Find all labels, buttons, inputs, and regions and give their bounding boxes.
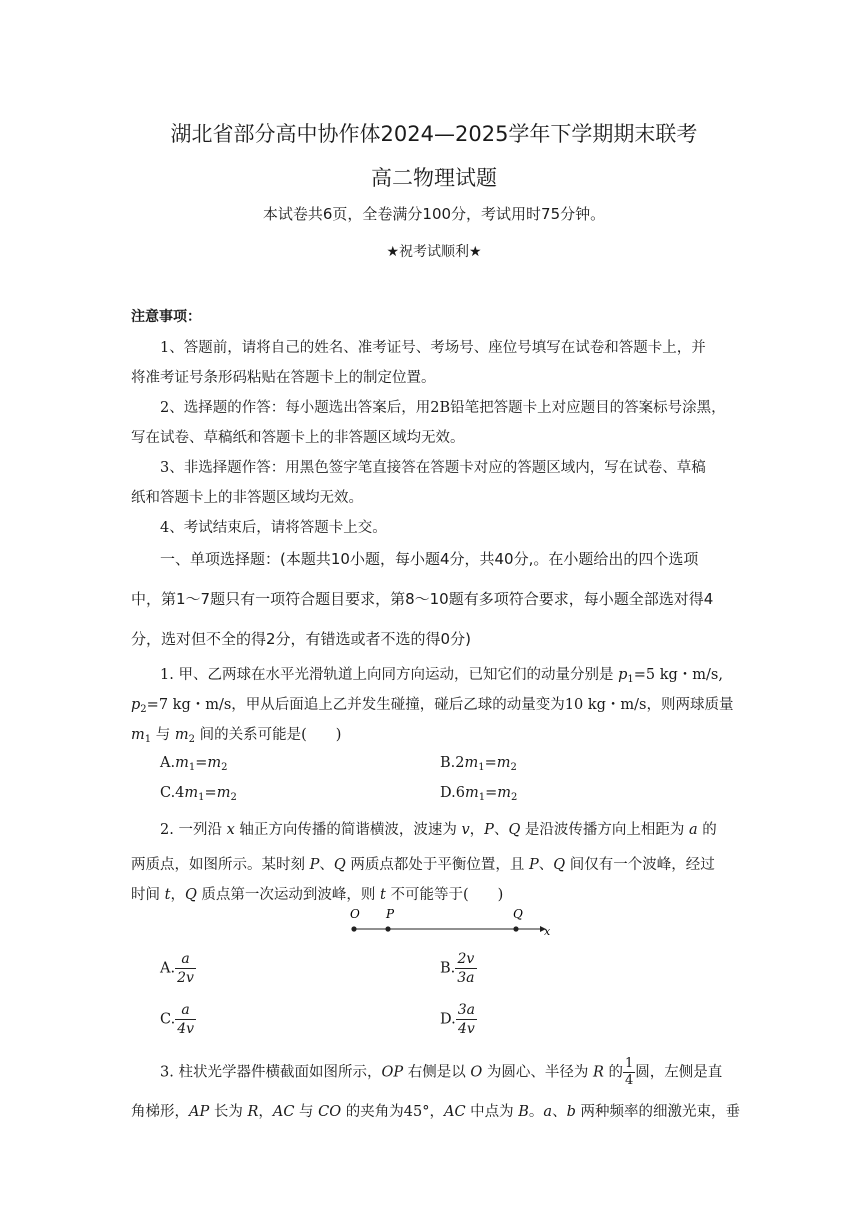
- q3-text: 两种频率的细激光束，垂: [575, 1104, 740, 1120]
- label-x: x: [544, 925, 551, 938]
- symbol-m: m: [131, 727, 145, 743]
- note-1-line-2: 将准考证号条形码粘贴在答题卡上的制定位置。: [131, 370, 436, 386]
- q2-text: 轴正方向传播的简谐横波，波速为: [234, 822, 462, 838]
- equals-sign: =: [484, 755, 497, 771]
- q3-line-2: [131, 1100, 740, 1121]
- note-1-line-1: 1、答题前，请将自己的姓名、准考证号、考场号、座位号填写在试卷和答题卡上，并: [160, 340, 706, 356]
- q1-text: 1. 甲、乙两球在水平光滑轨道上向同方向运动，已知它们的动量分别是: [160, 667, 619, 683]
- q3-text: 的: [603, 1064, 623, 1081]
- symbol-ac: AC: [443, 1104, 466, 1120]
- q3-text: 的夹角为45°，: [341, 1104, 444, 1120]
- label-q: Q: [513, 907, 523, 921]
- q2-option-a[interactable]: [160, 950, 196, 987]
- symbol-a: a: [543, 1104, 553, 1120]
- symbol-p: P: [484, 822, 494, 838]
- q2-option-c[interactable]: [160, 1001, 196, 1038]
- sub-1: 1: [478, 762, 485, 773]
- q3-text: 圆，左侧是直: [635, 1064, 723, 1081]
- denominator: 3a: [457, 970, 475, 986]
- q3-text: 右侧是以: [403, 1064, 471, 1081]
- symbol-p: P: [528, 857, 539, 873]
- option-label: A.: [160, 755, 176, 771]
- q2-text: 两质点都处于平衡位置，且: [345, 857, 529, 873]
- q3-text: 长为: [209, 1104, 248, 1120]
- symbol-a: a: [689, 822, 698, 838]
- symbol-m: m: [464, 785, 479, 801]
- q1-option-d[interactable]: [440, 785, 517, 803]
- q2-option-d[interactable]: [440, 1001, 477, 1038]
- q1-line-3: [131, 723, 341, 745]
- sub-2: 2: [510, 762, 517, 773]
- label-o: O: [350, 907, 360, 921]
- section-1-line-2: 中，第1～7题只有一项符合题目要求，第8～10题有多项符合要求，每小题全部选对得4: [131, 590, 714, 608]
- point-o: [351, 926, 356, 931]
- exam-info: 本试卷共6页，全卷满分100分，考试用时75分钟。: [262, 205, 606, 223]
- option-label: B.: [440, 960, 456, 977]
- q2-text: 质点第一次运动到波峰，则: [196, 887, 381, 903]
- notes-heading: 注意事项：: [131, 309, 201, 325]
- separator: 、: [552, 1104, 567, 1120]
- q1-text: 与: [151, 727, 175, 743]
- q2-line-3: [131, 883, 503, 904]
- exam-subject-title: 高二物理试题: [371, 166, 497, 190]
- symbol-co: CO: [318, 1104, 342, 1120]
- fraction: [456, 1001, 477, 1038]
- denominator: 2v: [177, 970, 194, 986]
- symbol-r: R: [247, 1104, 259, 1120]
- symbol-r: R: [592, 1064, 604, 1081]
- note-2-line-2: 写在试卷、草稿纸和答题卡上的非答题区域均无效。: [131, 430, 465, 446]
- symbol-q: Q: [184, 887, 197, 903]
- q3-text: 中点为: [465, 1104, 519, 1120]
- symbol-q: Q: [508, 822, 521, 838]
- sub-2: 2: [188, 734, 195, 745]
- fraction: [175, 1001, 196, 1038]
- symbol-m: m: [496, 755, 511, 771]
- separator: 、: [538, 857, 554, 873]
- sub-2: 2: [140, 704, 147, 715]
- q2-text: 间仅有一个波峰，经过: [565, 857, 715, 873]
- q2-text: 2. 一列沿: [160, 822, 227, 838]
- symbol-op: OP: [381, 1064, 404, 1081]
- symbol-v: v: [461, 822, 470, 838]
- denominator: 4: [624, 1073, 634, 1088]
- sub-2: 2: [230, 792, 237, 803]
- label-p: P: [386, 907, 395, 921]
- numerator: a: [175, 1001, 196, 1020]
- q2-text: 两质点，如图所示。某时刻: [131, 857, 310, 873]
- option-label: A.: [160, 960, 176, 977]
- q2-option-b[interactable]: [440, 950, 477, 987]
- symbol-m: m: [464, 755, 479, 771]
- sub-2: 2: [510, 792, 518, 803]
- separator: 、: [493, 822, 509, 838]
- denominator: 4v: [177, 1021, 195, 1037]
- q2-text: 时间: [131, 887, 165, 903]
- symbol-b: B: [518, 1104, 529, 1120]
- numerator: a: [175, 950, 196, 969]
- option-label: C.4: [160, 785, 185, 801]
- denominator: 4v: [457, 1021, 475, 1037]
- symbol-o: O: [470, 1064, 483, 1081]
- q1-option-a[interactable]: [160, 755, 228, 773]
- quarter-fraction: [623, 1056, 635, 1089]
- point-p: [385, 926, 390, 931]
- symbol-m: m: [184, 785, 199, 801]
- section-1-line-3: 分，选对但不全的得2分，有错选或者不选的得0分): [131, 630, 471, 648]
- symbol-x: x: [226, 822, 235, 838]
- symbol-b: b: [566, 1104, 576, 1120]
- q1-line-1: [160, 663, 723, 685]
- q2-line-2: [131, 853, 715, 874]
- separator: 、: [319, 857, 334, 873]
- equals-sign: =: [195, 755, 208, 771]
- q2-text: 是沿波传播方向上相距为: [520, 822, 690, 838]
- symbol-q: Q: [333, 857, 346, 873]
- symbol-m: m: [207, 755, 222, 771]
- note-4: 4、考试结束后，请将答题卡上交。: [160, 520, 387, 536]
- q2-text: ，: [170, 887, 185, 903]
- sub-1: 1: [144, 734, 152, 745]
- fraction: [175, 950, 196, 987]
- numerator: 3a: [457, 1002, 475, 1018]
- numerator: 2v: [455, 950, 476, 969]
- fraction: [455, 950, 476, 987]
- symbol-m: m: [497, 785, 511, 801]
- sub-2: 2: [221, 762, 228, 773]
- symbol-m: m: [216, 785, 231, 801]
- symbol-t: t: [164, 887, 171, 903]
- option-label: D.: [440, 1011, 456, 1028]
- symbol-p: p: [131, 697, 141, 713]
- symbol-q: Q: [553, 857, 566, 873]
- numerator: 1: [624, 1056, 634, 1071]
- section-1-line-1: 一、单项选择题：(本题共10小题，每小题4分，共40分,。在小题给出的四个选项: [160, 550, 699, 568]
- note-3-line-2: 纸和答题卡上的非答题区域均无效。: [131, 490, 363, 506]
- symbol-p: p: [618, 667, 628, 683]
- note-2-line-1: 2、选择题的作答：每小题选出答案后，用2B铅笔把答题卡上对应题目的答案标号涂黑，: [160, 400, 726, 416]
- q2-text: 不可能等于( ): [385, 887, 504, 903]
- sub-1: 1: [188, 762, 196, 773]
- q3-text: 。: [528, 1104, 544, 1120]
- q1-text: 间的关系可能是( ): [194, 727, 342, 743]
- q3-text: 3. 柱状光学器件横截面如图所示，: [160, 1064, 382, 1081]
- q1-text: =5 kg・m/s,: [633, 667, 723, 683]
- q1-option-b[interactable]: [440, 755, 517, 773]
- option-label: D.6: [440, 785, 465, 801]
- note-3-line-1: 3、非选择题作答：用黑色签字笔直接答在答题卡对应的答题区域内，写在试卷、草稿: [160, 460, 706, 476]
- option-label: C.: [160, 1011, 176, 1028]
- point-q: [513, 926, 518, 931]
- q1-text: =7 kg・m/s，甲从后面追上乙并发生碰撞，碰后乙球的动量变为10 kg・m/s，则两球质量: [146, 697, 734, 713]
- symbol-t: t: [380, 887, 386, 903]
- q3-text: 为圆心、半径为: [482, 1064, 593, 1081]
- exam-title: 湖北省部分高中协作体2024—2025学年下学期期末联考: [170, 122, 698, 146]
- q3-text: ，: [258, 1104, 273, 1120]
- sub-1: 1: [198, 792, 205, 803]
- option-label: B.2: [440, 755, 465, 771]
- equals-sign: =: [485, 785, 498, 801]
- equals-sign: =: [204, 785, 217, 801]
- q2-line-1: [160, 818, 717, 839]
- q3-text: 角梯形，: [131, 1104, 189, 1120]
- wave-axis-figure: [340, 906, 560, 942]
- q2-text: 的: [697, 822, 717, 838]
- symbol-p: P: [309, 857, 320, 873]
- sub-1: 1: [478, 792, 486, 803]
- q3-line-1: [160, 1056, 722, 1089]
- q3-text: 与: [294, 1104, 319, 1120]
- sub-1: 1: [627, 674, 634, 685]
- symbol-m: m: [175, 755, 189, 771]
- symbol-ap: AP: [189, 1104, 210, 1120]
- q2-text: ，: [469, 822, 485, 838]
- q1-option-c[interactable]: [160, 785, 237, 803]
- good-luck-line: ★祝考试顺利★: [386, 244, 482, 260]
- symbol-m: m: [174, 727, 189, 743]
- q1-line-2: [131, 693, 734, 715]
- symbol-ac: AC: [272, 1104, 295, 1120]
